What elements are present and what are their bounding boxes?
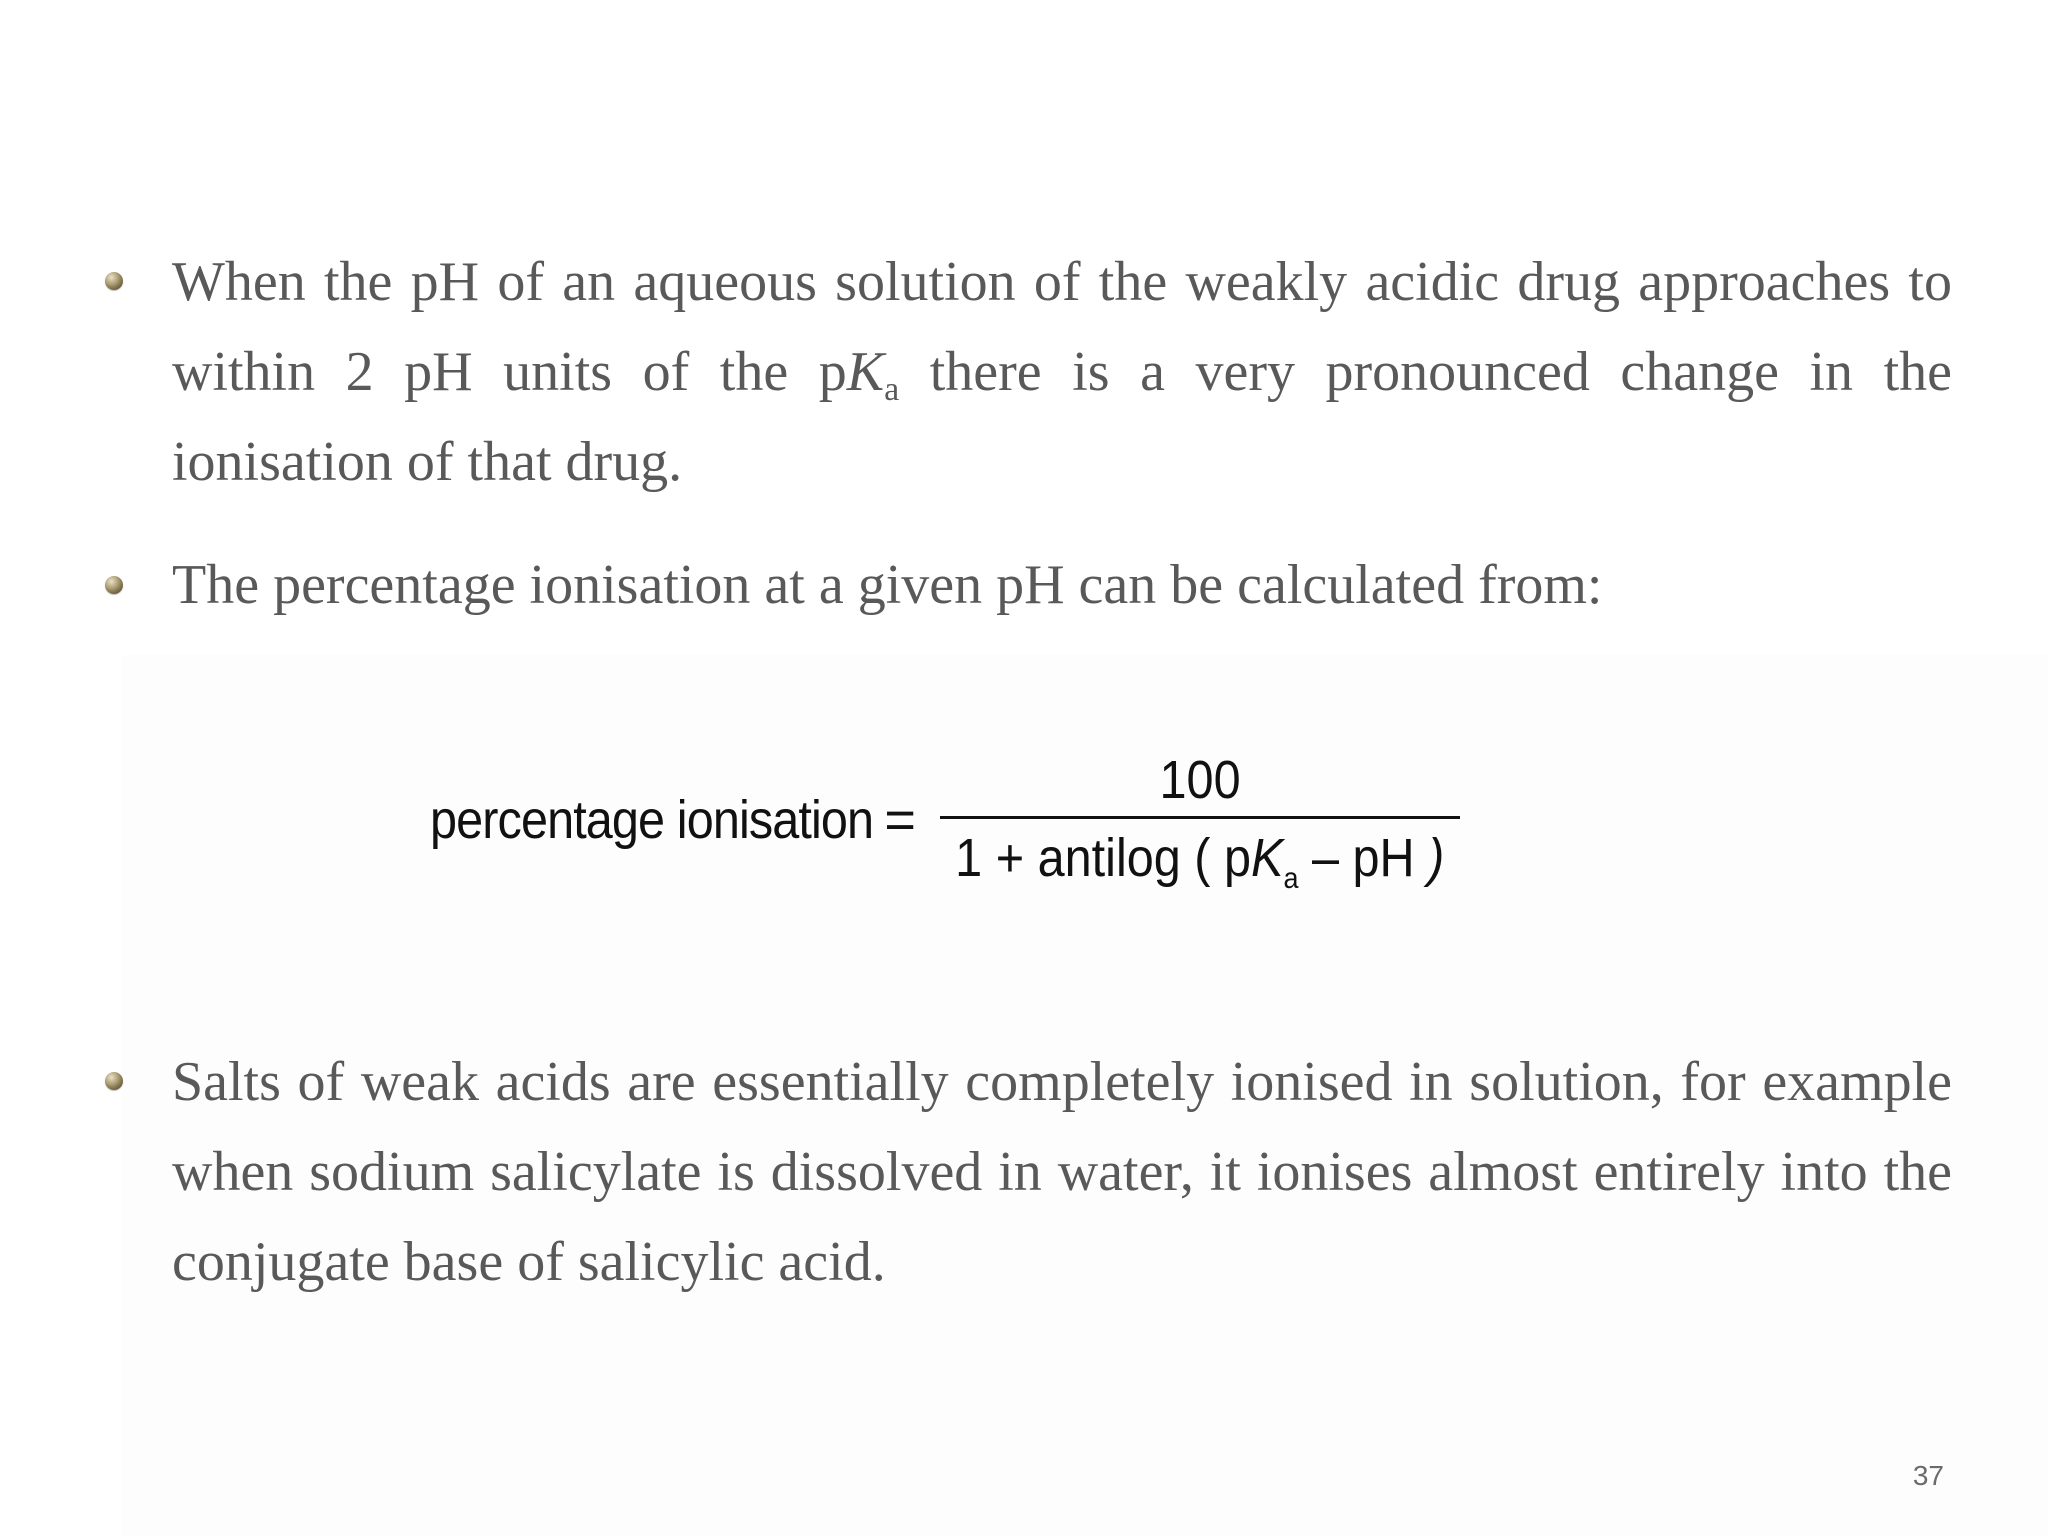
formula-lhs: percentage ionisation [430, 790, 874, 850]
formula-fraction [928, 748, 1472, 893]
bullet-text-2: The percentage ionisation at a given pH can be calculated from: [172, 554, 1603, 616]
ionisation-formula [430, 740, 1471, 900]
denominator-k: K [1250, 827, 1284, 888]
denominator-part2: – pH [1298, 827, 1429, 888]
formula-numerator: 100 [1159, 749, 1241, 810]
bullet-icon [105, 272, 123, 290]
bullet-text-1 [172, 237, 1952, 507]
pka-subscript: a [884, 371, 900, 408]
bullet-icon [105, 576, 123, 594]
denominator-close: ) [1428, 827, 1445, 888]
denominator-sub: a [1283, 861, 1299, 895]
bullet-1-text-part1: When the pH of an aqueous solution of the weakly acidic drug approaches to within 2 pH units of the p [172, 251, 1952, 403]
bullet-icon [105, 1072, 123, 1090]
bullet-1-text-part2: there is a very pronounced change in the ionisation of that drug. [172, 341, 1953, 493]
page-number: 37 [1912, 1460, 1944, 1491]
pka-symbol: K [846, 341, 885, 403]
formula-equals: = [884, 790, 916, 850]
denominator-part1: 1 + antilog ( p [955, 827, 1251, 888]
bullet-text-3: Salts of weak acids are essentially completely ionised in solution, for example when sodium salicylate is dissolved in water, it ionises almost entirely into the conjugate base of salicylic acid. [172, 1051, 1952, 1293]
formula-denominator [955, 819, 1444, 893]
